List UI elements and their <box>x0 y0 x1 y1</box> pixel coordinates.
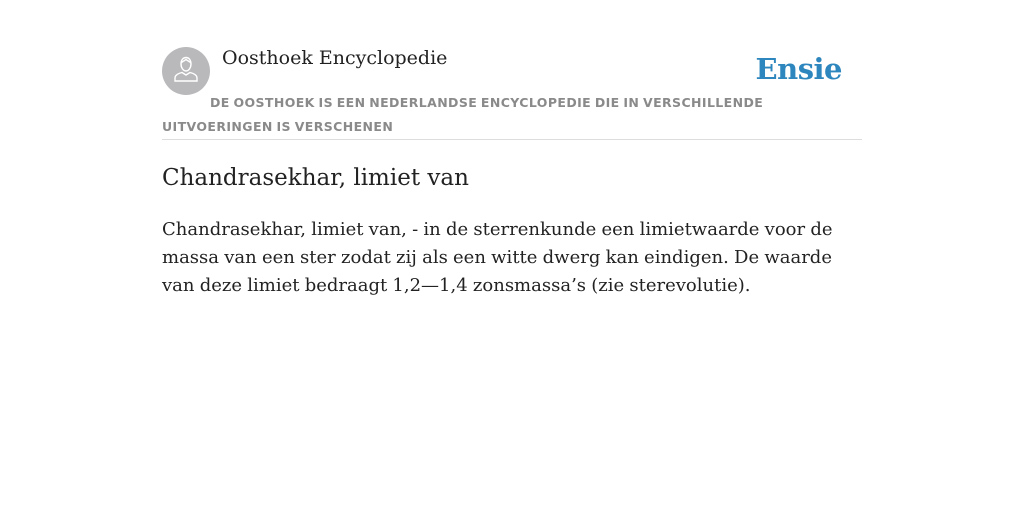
source-tagline: DE OOSTHOEK IS EEN NEDERLANDSE ENCYCLOPEDIE DIE IN VERSCHILLENDE UITVOERINGEN IS VERSCHENEN <box>162 95 764 134</box>
avatar[interactable] <box>162 47 210 95</box>
ensie-logo-link[interactable]: Ensie <box>755 52 842 86</box>
article-title: Chandrasekhar, limiet van <box>162 165 469 191</box>
source-name[interactable]: Oosthoek Encyclopedie <box>222 47 448 69</box>
article-body: Chandrasekhar, limiet van, - in de sterrenkunde een limietwaarde voor de massa van een ster zodat zij als een witte dwerg kan eindigen. De waarde van deze limiet bedraagt 1,2—1,4 zonsmassa’s (zie sterevolutie). <box>162 219 833 296</box>
user-icon <box>171 54 201 89</box>
divider <box>162 139 862 140</box>
